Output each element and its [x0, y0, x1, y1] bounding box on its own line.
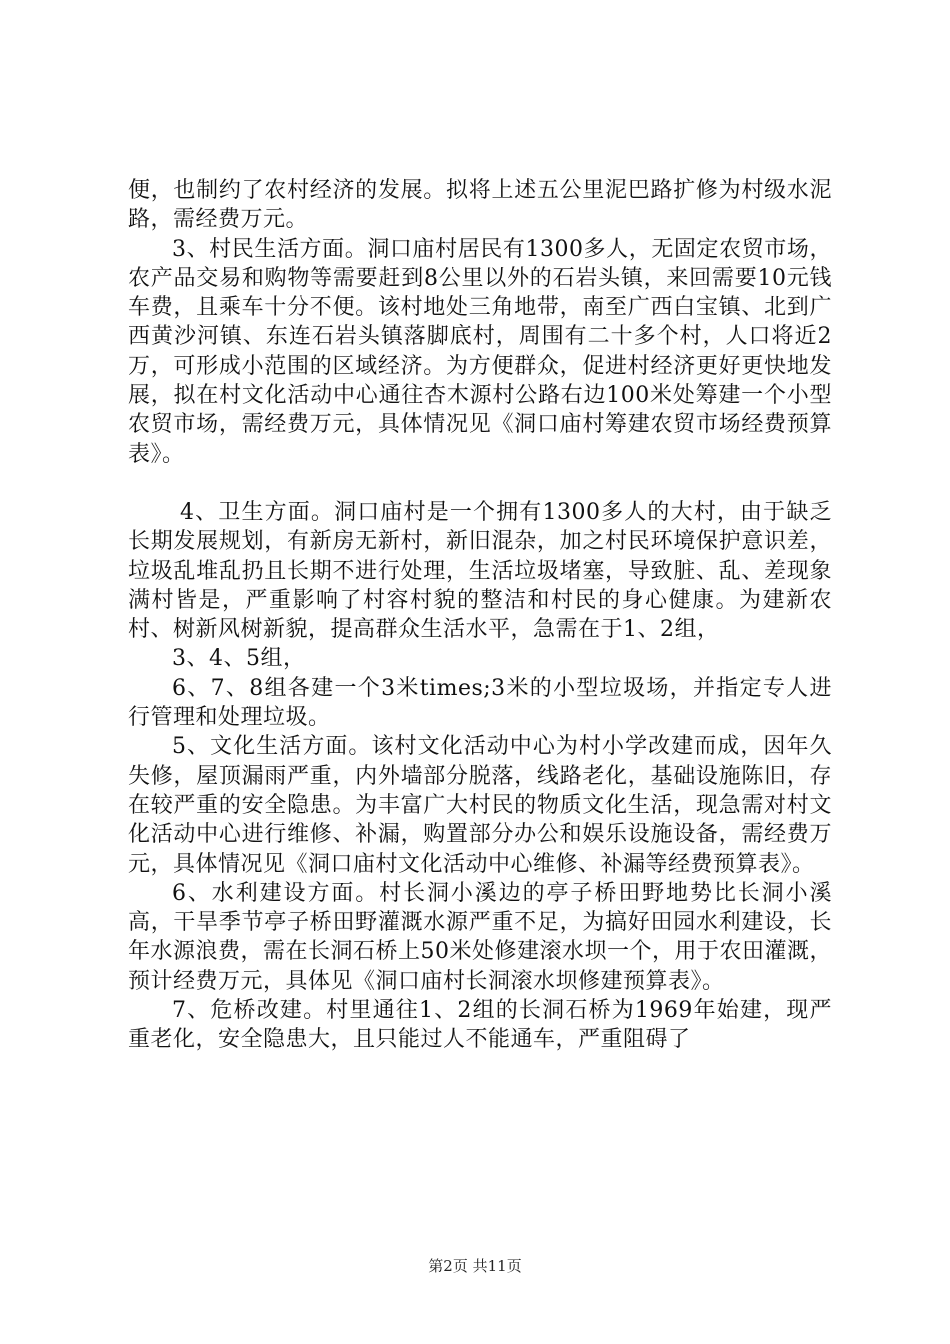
paragraph-item-4: 4、卫生方面。洞口庙村是一个拥有1300多人的大村，由于缺乏长期发展规划，有新房无新村，新旧混杂，加之村民环境保护意识差，垃圾乱堆乱扔且长期不进行处理，生活垃圾堵塞，导致脏、乱、差现象满村皆是，严重影响了村容村貌的整洁和村民的身心健康。为建新农村、树新风树新貌，提高群众生活水平，急需在于1、2组， [128, 499, 832, 643]
paragraph-continuation: 便，也制约了农村经济的发展。拟将上述五公里泥巴路扩修为村级水泥路，需经费万元。 [128, 178, 832, 233]
paragraph-groups-345: 3、4、5组， [172, 646, 306, 672]
paragraph-groups-678: 6、7、8组各建一个3米times;3米的小型垃圾场，并指定专人进行管理和处理垃圾。 [128, 675, 832, 731]
paragraph-item-7: 7、危桥改建。村里通往1、2组的长洞石桥为1969年始建，现严重老化，安全隐患大，且只能过人不能通车，严重阻碍了 [128, 998, 832, 1053]
page-number: 第2页 [428, 1257, 468, 1275]
paragraph-item-5: 5、文化生活方面。该村文化活动中心为村小学改建而成，因年久失修，屋顶漏雨严重，内外墙部分脱落，线路老化，基础设施陈旧，存在较严重的安全隐患。为丰富广大村民的物质文化生活，现急需对村文化活动中心进行维修、补漏，购置部分办公和娱乐设施设备，需经费万元，具体情况见《洞口庙村文化活动中心维修、补漏等经费预算表》。 [128, 734, 832, 877]
page-total: 共11页 [472, 1257, 522, 1275]
document-body [128, 176, 832, 1055]
paragraph-item-3: 3、村民生活方面。洞口庙村居民有1300多人，无固定农贸市场，农产品交易和购物等需要赶到8公里以外的石岩头镇，来回需要10元钱车费，且乘车十分不便。该村地处三角地带，南至广西白宝镇、北到广西黄沙河镇、东连石岩头镇落脚底村，周围有二十多个村，人口将近2万，可形成小范围的区域经济。为方便群众，促进村经济更好更快地发展，拟在村文化活动中心通往杏木源村公路右边100米处筹建一个小型农贸市场，需经费万元，具体情况见《洞口庙村筹建农贸市场经费预算表》。 [128, 236, 832, 467]
page-footer [0, 1255, 950, 1276]
paragraph-item-6: 6、水利建设方面。村长洞小溪边的亭子桥田野地势比长洞小溪高，干旱季节亭子桥田野灌溉水源严重不足，为搞好田园水利建设，长年水源浪费，需在长洞石桥上50米处修建滚水坝一个，用于农田灌溉，预计经费万元，具体见《洞口庙村长洞滚水坝修建预算表》。 [128, 880, 832, 994]
